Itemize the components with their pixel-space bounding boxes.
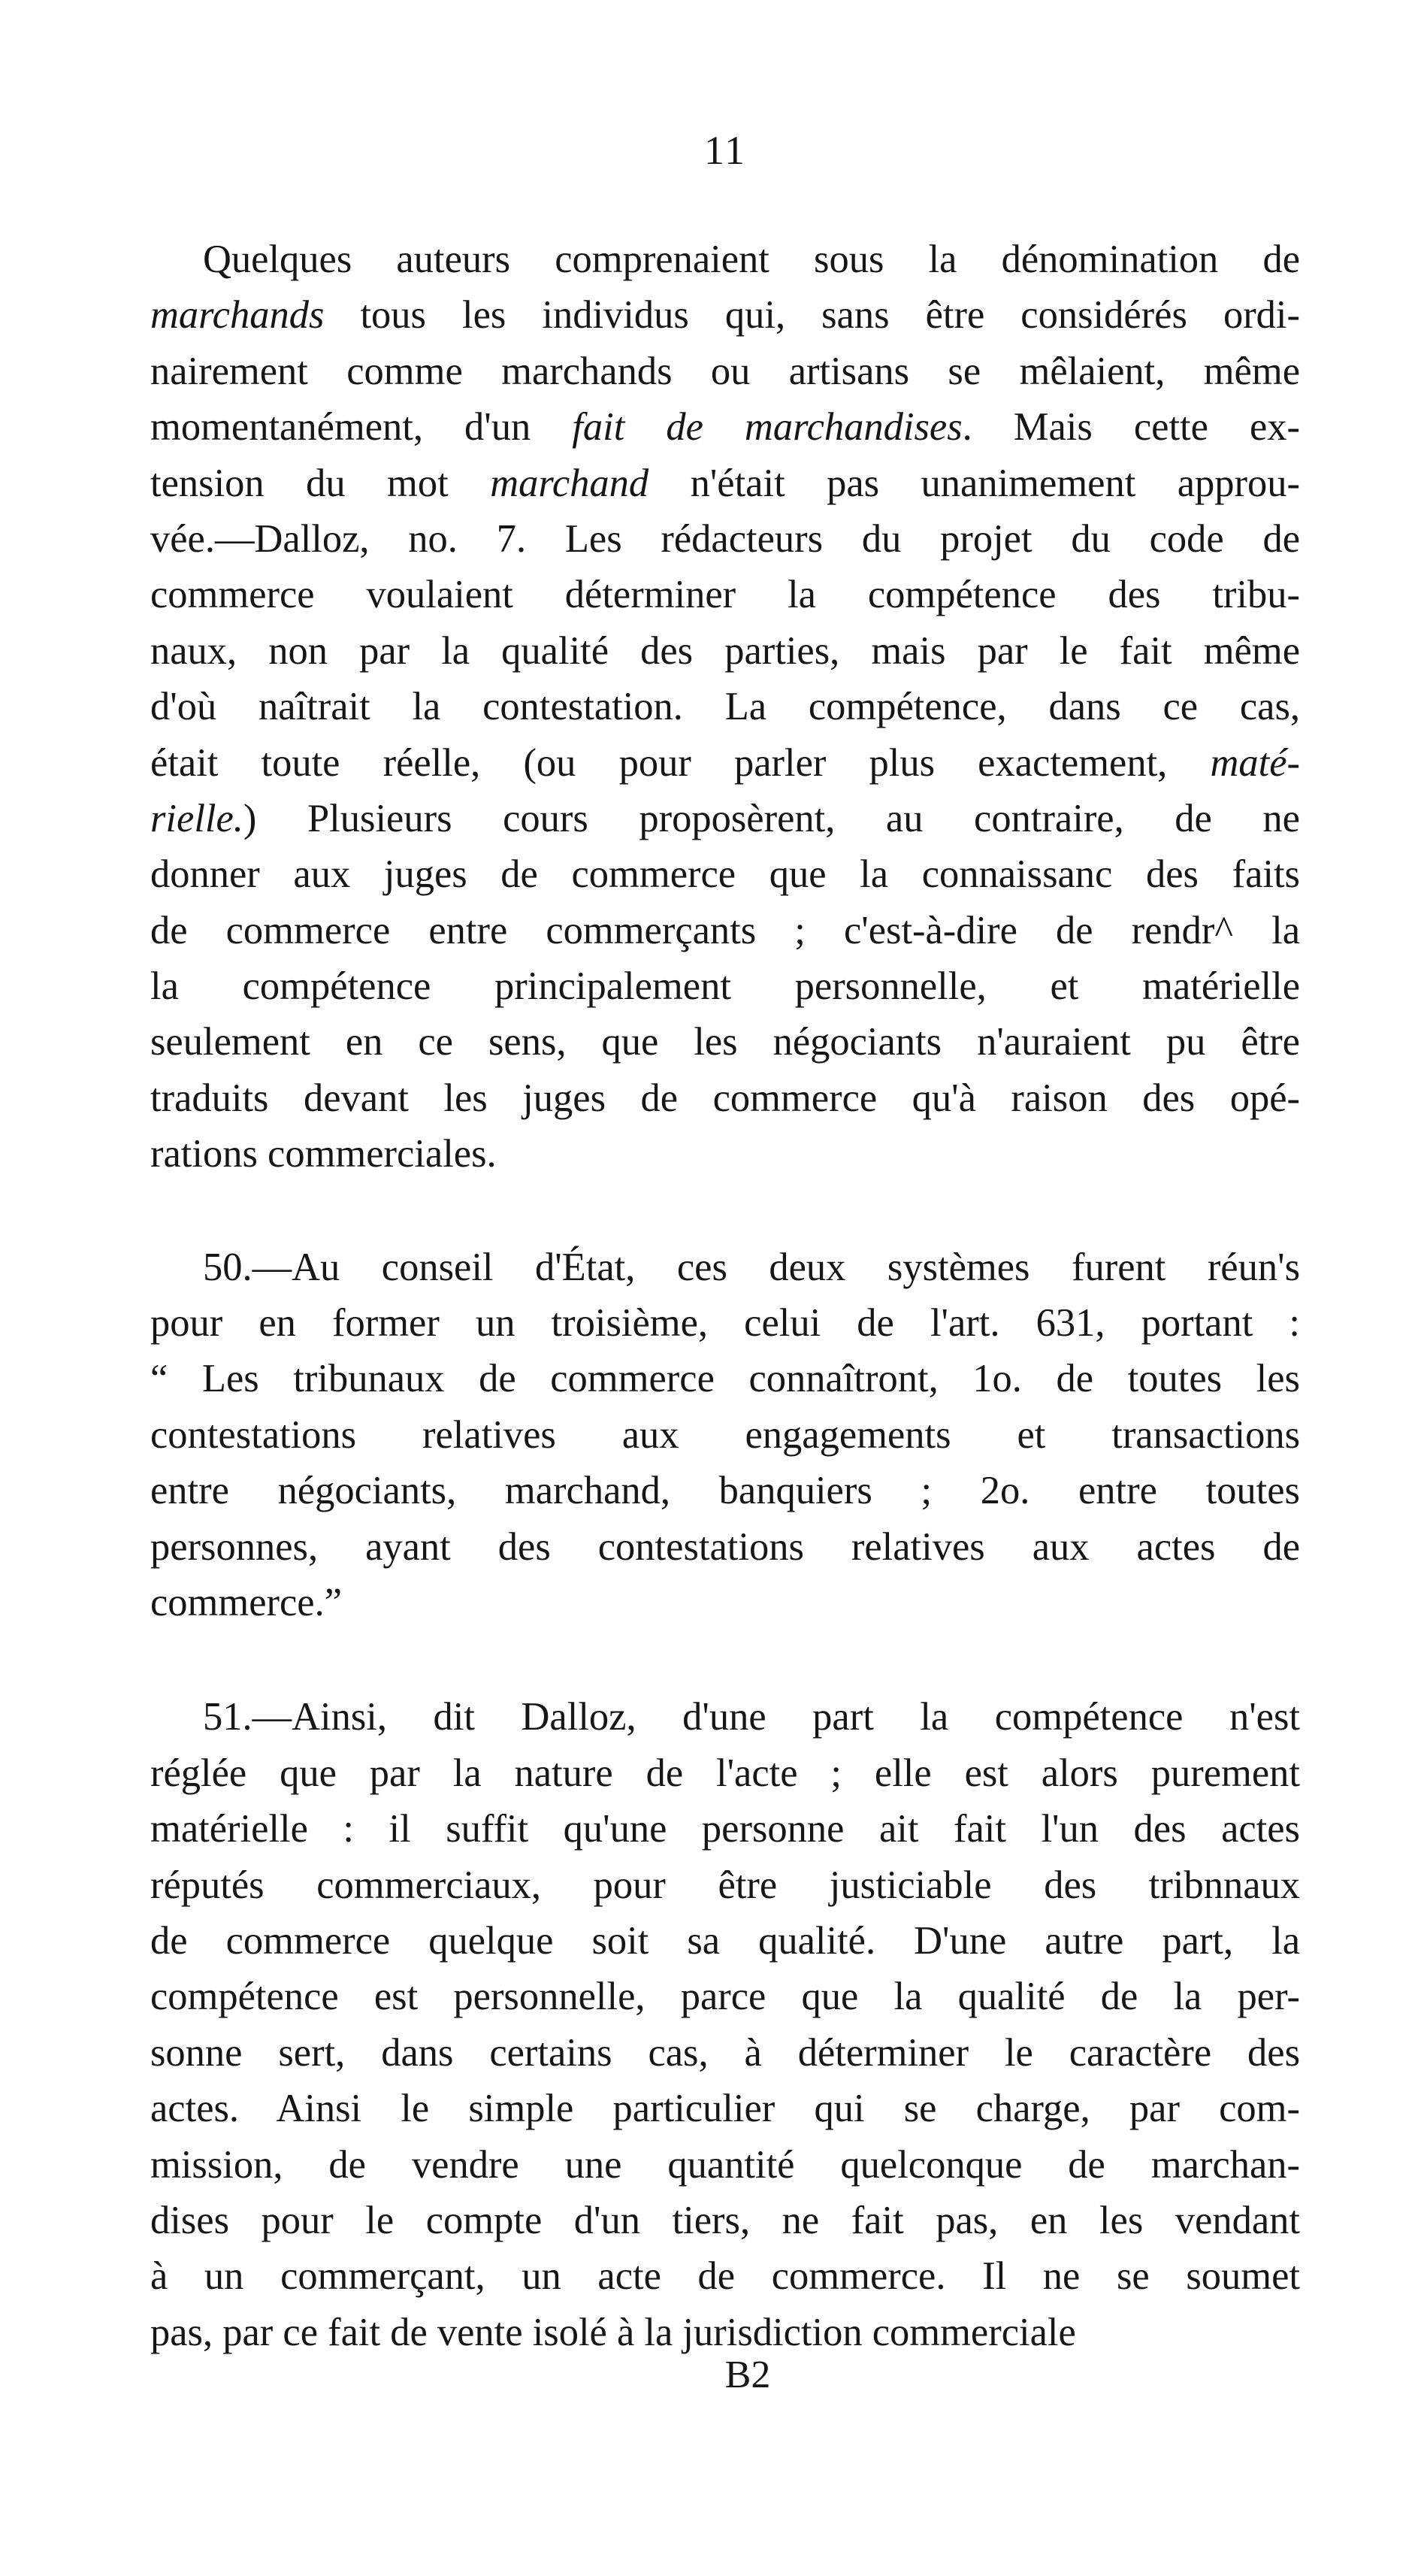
- text-segment: Quelques auteurs comprenaient sous la dénomination de: [203, 238, 1300, 281]
- text-segment: rations commerciales.: [150, 1132, 497, 1176]
- paragraph-spacer: [150, 1182, 1300, 1240]
- text-line: [150, 846, 1300, 902]
- text-segment: mission, de vendre une quantité quelconque de marchan-: [150, 2142, 1300, 2187]
- text-line: [150, 735, 1300, 791]
- text-segment: pas, par ce fait de vente isolé à la jurisdiction commerciale: [150, 2310, 1076, 2354]
- text-line: [150, 1801, 1300, 1857]
- text-line: [150, 344, 1300, 399]
- text-line: [150, 1351, 1300, 1406]
- text-segment: nairement comme marchands ou artisans se mêlaient, même: [150, 349, 1300, 393]
- text-segment: contestations relatives aux engagements et transactions: [150, 1412, 1300, 1457]
- text-segment: dises pour le compte d'un tiers, ne fait pas, en les vendant: [150, 2198, 1300, 2242]
- paragraph-3-section-51: [150, 1689, 1300, 2360]
- text-segment: sonne sert, dans certains cas, à déterminer le caractère des: [150, 2030, 1300, 2075]
- text-segment: pour en former un troisième, celui de l'art. 631, portant :: [150, 1301, 1300, 1346]
- text-segment: 51.—Ainsi, dit Dalloz, d'une part la compétence n'est: [203, 1695, 1300, 1739]
- text-segment: naux, non par la qualité des parties, mais par le fait même: [150, 628, 1300, 673]
- italic-term: rielle.: [150, 796, 243, 840]
- text-line: [150, 623, 1300, 679]
- text-line: [150, 1463, 1300, 1518]
- text-segment: à un commerçant, un acte de commerce. Il ne se soumet: [150, 2254, 1300, 2299]
- text-line: [150, 1407, 1300, 1463]
- text-segment: traduits devant les juges de commerce qu'à raison des opé-: [150, 1076, 1300, 1120]
- text-line: [150, 2305, 1300, 2360]
- text-line: [150, 456, 1300, 511]
- page-number: 11: [704, 128, 746, 173]
- text-line: [150, 679, 1300, 734]
- text-segment: d'où naîtrait la contestation. La compétence, dans ce cas,: [150, 685, 1300, 729]
- text-segment: compétence est personnelle, parce que la qualité de la per-: [150, 1975, 1300, 2019]
- text-segment: réputés commerciaux, pour être justiciable des tribnnaux: [150, 1863, 1300, 1907]
- text-segment: donner aux juges de commerce que la connaissanc des faits: [150, 852, 1300, 897]
- text-segment: réglée que par la nature de l'acte ; elle est alors purement: [150, 1751, 1300, 1795]
- text-segment: commerce.”: [150, 1580, 343, 1624]
- text-line: [150, 1745, 1300, 1801]
- text-segment: tous les individus qui, sans être considérés ordi-: [324, 293, 1300, 338]
- text-line: [150, 232, 1300, 287]
- printer-signature-mark: B2: [724, 2354, 771, 2397]
- text-line: [150, 1014, 1300, 1070]
- text-line: [150, 903, 1300, 958]
- text-line: [150, 1070, 1300, 1126]
- italic-term: fait de marchandises: [572, 405, 963, 450]
- text-segment: seulement en ce sens, que les négociants n'auraient pu être: [150, 1020, 1300, 1064]
- text-line: [150, 1519, 1300, 1575]
- text-line: [150, 511, 1300, 567]
- text-segment: la compétence principalement personnelle, et matérielle: [150, 964, 1300, 1009]
- text-segment: “ Les tribunaux de commerce connaîtront, 1o. de toutes les: [150, 1357, 1300, 1401]
- text-segment: commerce voulaient déterminer la compétence des tribu-: [150, 573, 1300, 617]
- text-line: [150, 1913, 1300, 1969]
- text-segment: matérielle : il suffit qu'une personne ait fait l'un des actes: [150, 1807, 1300, 1851]
- text-segment: n'était pas unanimement approu-: [649, 461, 1301, 505]
- text-line: [150, 1295, 1300, 1351]
- text-segment: entre négociants, marchand, banquiers ; 2o. entre toutes: [150, 1469, 1300, 1513]
- text-line: [150, 2025, 1300, 2081]
- text-segment: . Mais cette ex-: [962, 405, 1300, 450]
- text-segment: tension du mot: [150, 461, 491, 505]
- text-line: [150, 1575, 1300, 1630]
- text-line: [150, 1969, 1300, 2024]
- text-line: [150, 1240, 1300, 1295]
- italic-term: marchand: [490, 461, 649, 505]
- text-line: [150, 287, 1300, 343]
- text-segment: de commerce entre commerçants ; c'est-à-dire de rendr^ la: [150, 908, 1300, 952]
- paragraph-1: [150, 232, 1300, 1182]
- book-page: [150, 128, 1300, 2395]
- paragraph-2-section-50: [150, 1240, 1300, 1631]
- text-line: [150, 2081, 1300, 2136]
- text-line: [150, 399, 1300, 455]
- text-line: [150, 1857, 1300, 1913]
- text-segment: était toute réelle, (ou pour parler plus exactement,: [150, 740, 1211, 785]
- text-segment: de commerce quelque soit sa qualité. D'une autre part, la: [150, 1918, 1300, 1963]
- text-line: [150, 791, 1300, 846]
- paragraph-spacer: [150, 1630, 1300, 1689]
- text-segment: 50.—Au conseil d'État, ces deux systèmes furent réun's: [203, 1245, 1300, 1289]
- text-line: [150, 958, 1300, 1014]
- text-segment: vée.—Dalloz, no. 7. Les rédacteurs du projet du code de: [150, 516, 1300, 561]
- text-segment: ) Plusieurs cours proposèrent, au contraire, de ne: [243, 796, 1300, 840]
- text-line: [150, 2193, 1300, 2248]
- text-segment: personnes, ayant des contestations relatives aux actes de: [150, 1524, 1300, 1569]
- text-line: [150, 2248, 1300, 2304]
- text-line: [150, 2137, 1300, 2193]
- text-line: [150, 1689, 1300, 1745]
- italic-term: marchands: [150, 293, 325, 338]
- italic-term: maté-: [1210, 740, 1300, 785]
- text-segment: momentanément, d'un: [150, 405, 573, 450]
- text-segment: actes. Ainsi le simple particulier qui se charge, par com-: [150, 2087, 1300, 2131]
- text-line: [150, 567, 1300, 622]
- text-line: [150, 1126, 1300, 1182]
